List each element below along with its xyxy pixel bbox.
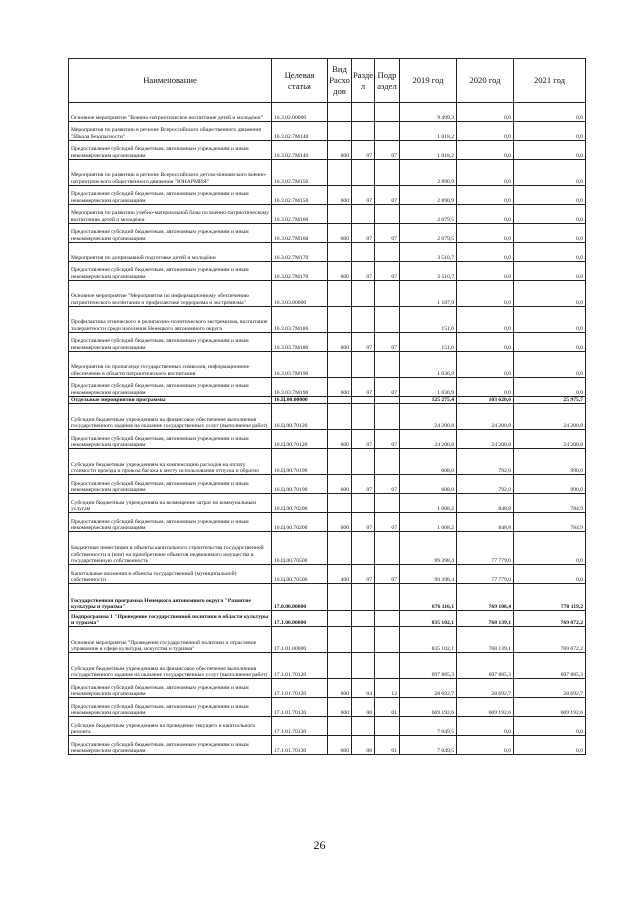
cell-pr bbox=[375, 243, 400, 262]
table-row bbox=[69, 532, 586, 565]
cell-pr: 07 bbox=[375, 224, 400, 243]
cell-v2020: 848,8 bbox=[457, 513, 514, 532]
cell-code: 16.Ц.00.70190 bbox=[272, 449, 328, 475]
cell-pr bbox=[375, 307, 400, 333]
cell-v2019: 608,0 bbox=[400, 475, 457, 494]
cell-v2020: 768 139,1 bbox=[457, 611, 514, 627]
cell-code: 16.Ц.00.70500 bbox=[272, 565, 328, 584]
cell-vid: 600 bbox=[328, 679, 352, 698]
cell-v2019: 1 018,2 bbox=[400, 141, 457, 160]
table-row bbox=[69, 262, 586, 281]
cell-name: Мероприятия по развитию учебно-материальной базы по военно-патриотическому воспитанию детей и молодёжи bbox=[69, 205, 272, 224]
cell-v2019: 1 068,2 bbox=[400, 513, 457, 532]
cell-v2019: 3 510,7 bbox=[400, 262, 457, 281]
cell-v2021: 0,0 bbox=[514, 262, 586, 281]
cell-vid bbox=[328, 352, 352, 378]
cell-v2020: 0,0 bbox=[457, 333, 514, 352]
cell-v2020: 28 692,7 bbox=[457, 679, 514, 698]
cell-v2019: 125 275,4 bbox=[400, 397, 457, 404]
table-row bbox=[69, 653, 586, 679]
cell-rz: 07 bbox=[352, 378, 375, 397]
cell-name: Предоставление субсидий бюджетным, автономным учреждениям и иным некоммерческим организациям bbox=[69, 475, 272, 494]
cell-code: 16.3.03.00000 bbox=[272, 281, 328, 307]
cell-name: Мероприятия по пропаганде государственных символов, информационное обеспечение в области патриотического воспитания bbox=[69, 352, 272, 378]
cell-v2021: 0,0 bbox=[514, 160, 586, 186]
cell-pr: 01 bbox=[375, 736, 400, 755]
table-row bbox=[69, 160, 586, 186]
cell-v2020: 0,0 bbox=[457, 717, 514, 736]
cell-v2021: 769 072,2 bbox=[514, 611, 586, 627]
cell-v2019: 24 200,8 bbox=[400, 404, 457, 430]
cell-name: Отдельные мероприятия программы bbox=[69, 397, 272, 404]
cell-rz: 07 bbox=[352, 475, 375, 494]
cell-v2020: 792,0 bbox=[457, 475, 514, 494]
table-row bbox=[69, 449, 586, 475]
cell-code: 16.Ц.00.70190 bbox=[272, 475, 328, 494]
cell-v2020: 669 192,6 bbox=[457, 698, 514, 717]
cell-code: 16.3.02.7М140 bbox=[272, 122, 328, 141]
cell-v2020: 77 779,0 bbox=[457, 532, 514, 565]
cell-name: Капитальные вложения в объекты государственной (муниципальной) собственности bbox=[69, 565, 272, 584]
table-row bbox=[69, 378, 586, 397]
cell-v2020: 0,0 bbox=[457, 160, 514, 186]
cell-pr bbox=[375, 494, 400, 513]
cell-rz: 07 bbox=[352, 224, 375, 243]
header-row bbox=[69, 59, 586, 103]
table-row bbox=[69, 186, 586, 205]
cell-v2019: 1 018,2 bbox=[400, 122, 457, 141]
table-row bbox=[69, 475, 586, 494]
cell-pr bbox=[375, 397, 400, 404]
cell-v2021: 769 072,2 bbox=[514, 627, 586, 653]
cell-rz bbox=[352, 352, 375, 378]
cell-v2021: 0,0 bbox=[514, 122, 586, 141]
cell-v2019: 1 187,9 bbox=[400, 281, 457, 307]
table-row bbox=[69, 352, 586, 378]
cell-v2019: 3 510,7 bbox=[400, 243, 457, 262]
cell-name: Предоставление субсидий бюджетным, автономным учреждениям и иным некоммерческим организациям bbox=[69, 186, 272, 205]
cell-name: Субсидии бюджетным учреждениям на финансовое обеспечение выполнения государственного задания на оказание государственных услуг (выполнение работ) bbox=[69, 653, 272, 679]
cell-vid bbox=[328, 494, 352, 513]
cell-rz bbox=[352, 449, 375, 475]
cell-rz: 08 bbox=[352, 698, 375, 717]
cell-v2021: 0,0 bbox=[514, 333, 586, 352]
cell-rz bbox=[352, 281, 375, 307]
cell-v2021: 0,0 bbox=[514, 103, 586, 122]
cell-vid: 600 bbox=[328, 333, 352, 352]
table-row bbox=[69, 141, 586, 160]
cell-v2021: 0,0 bbox=[514, 736, 586, 755]
cell-rz bbox=[352, 532, 375, 565]
cell-name: Профилактика этнического и религиозно-политического экстремизма, воспитание толерантности среди населения Ненецкого автономного округа bbox=[69, 307, 272, 333]
cell-v2021: 0,0 bbox=[514, 532, 586, 565]
cell-vid bbox=[328, 653, 352, 679]
cell-rz bbox=[352, 160, 375, 186]
cell-vid bbox=[328, 717, 352, 736]
cell-v2021: 990,0 bbox=[514, 449, 586, 475]
cell-pr: 07 bbox=[375, 378, 400, 397]
cell-v2019: 1 036,9 bbox=[400, 352, 457, 378]
header-razdel: Разде л bbox=[352, 59, 375, 103]
cell-v2019: 2 890,9 bbox=[400, 186, 457, 205]
cell-v2020: 768 139,1 bbox=[457, 627, 514, 653]
cell-rz bbox=[352, 397, 375, 404]
cell-vid bbox=[328, 397, 352, 404]
cell-rz: 07 bbox=[352, 141, 375, 160]
cell-pr: 07 bbox=[375, 475, 400, 494]
cell-v2019: 99 398,4 bbox=[400, 565, 457, 584]
cell-v2020: 0,0 bbox=[457, 205, 514, 224]
table-row bbox=[69, 565, 586, 584]
cell-v2021: 0,0 bbox=[514, 378, 586, 397]
cell-code: 16.Ц.00.70120 bbox=[272, 430, 328, 449]
cell-code: 16.Ц.00.70120 bbox=[272, 404, 328, 430]
cell-code: 17.1.01.70120 bbox=[272, 653, 328, 679]
table-row bbox=[69, 243, 586, 262]
cell-code: 16.3.03.7М190 bbox=[272, 352, 328, 378]
cell-vid bbox=[328, 307, 352, 333]
header-2020: 2020 год bbox=[457, 59, 514, 103]
cell-vid: 600 bbox=[328, 141, 352, 160]
cell-vid: 600 bbox=[328, 224, 352, 243]
cell-vid bbox=[328, 404, 352, 430]
cell-name: Предоставление субсидий бюджетным, автономным учреждениям и иным некоммерческим организациям bbox=[69, 224, 272, 243]
table-row bbox=[69, 122, 586, 141]
cell-v2020: 77 779,0 bbox=[457, 565, 514, 584]
cell-name: Мероприятия по допризывной подготовке детей и молодёжи bbox=[69, 243, 272, 262]
cell-name: Предоставление субсидий бюджетным, автономным учреждениям и иным некоммерческим организациям bbox=[69, 378, 272, 397]
cell-v2019: 1 036,9 bbox=[400, 378, 457, 397]
cell-v2020: 24 200,8 bbox=[457, 430, 514, 449]
cell-name: Мероприятия по развитию в регионе Всероссийского общественного движения "Школа безопасности" bbox=[69, 122, 272, 141]
cell-v2020: 0,0 bbox=[457, 243, 514, 262]
cell-rz: 07 bbox=[352, 186, 375, 205]
cell-v2020: 792,0 bbox=[457, 449, 514, 475]
cell-vid bbox=[328, 449, 352, 475]
cell-v2021: 0,0 bbox=[514, 565, 586, 584]
cell-pr: 07 bbox=[375, 141, 400, 160]
cell-code: 16.3.02.7М170 bbox=[272, 243, 328, 262]
cell-name: Субсидии бюджетным учреждениям на проведение текущего и капитального ремонта bbox=[69, 717, 272, 736]
cell-v2020: 0,0 bbox=[457, 307, 514, 333]
cell-v2019: 608,0 bbox=[400, 449, 457, 475]
cell-code: 16.Ц.00.70500 bbox=[272, 532, 328, 565]
table-row bbox=[69, 430, 586, 449]
cell-v2021: 0,0 bbox=[514, 307, 586, 333]
table-row bbox=[69, 397, 586, 404]
table-row bbox=[69, 103, 586, 122]
cell-v2021: 784,9 bbox=[514, 494, 586, 513]
cell-code: 16.3.02.7М160 bbox=[272, 205, 328, 224]
cell-name: Предоставление субсидий бюджетным, автономным учреждениям и иным некоммерческим организациям bbox=[69, 262, 272, 281]
cell-pr bbox=[375, 103, 400, 122]
cell-code: 16.3.02.7М140 bbox=[272, 141, 328, 160]
cell-v2020: 848,8 bbox=[457, 494, 514, 513]
cell-v2021: 0,0 bbox=[514, 352, 586, 378]
cell-rz: 07 bbox=[352, 262, 375, 281]
cell-pr bbox=[375, 160, 400, 186]
cell-v2021: 0,0 bbox=[514, 141, 586, 160]
cell-rz: 07 bbox=[352, 333, 375, 352]
table-row bbox=[69, 698, 586, 717]
cell-vid bbox=[328, 627, 352, 653]
cell-rz bbox=[352, 717, 375, 736]
table-row bbox=[69, 513, 586, 532]
cell-vid bbox=[328, 281, 352, 307]
cell-rz bbox=[352, 653, 375, 679]
cell-v2019: 835 102,1 bbox=[400, 611, 457, 627]
cell-code: 17.0.00.00000 bbox=[272, 584, 328, 611]
cell-pr bbox=[375, 584, 400, 611]
cell-rz: 07 bbox=[352, 430, 375, 449]
table-row bbox=[69, 307, 586, 333]
cell-v2020: 0,0 bbox=[457, 262, 514, 281]
cell-v2019: 7 049,5 bbox=[400, 717, 457, 736]
header-vid: Вид Расхо дов bbox=[328, 59, 352, 103]
cell-v2019: 99 398,4 bbox=[400, 532, 457, 565]
cell-v2019: 697 885,3 bbox=[400, 653, 457, 679]
cell-vid: 600 bbox=[328, 430, 352, 449]
cell-v2021: 24 200,8 bbox=[514, 404, 586, 430]
table-row bbox=[69, 224, 586, 243]
cell-rz: 04 bbox=[352, 679, 375, 698]
table-row bbox=[69, 205, 586, 224]
cell-v2019: 669 192,6 bbox=[400, 698, 457, 717]
cell-pr bbox=[375, 627, 400, 653]
table-row bbox=[69, 281, 586, 307]
cell-name: Субсидии бюджетным учреждениям на финансовое обеспечение выполнения государственного задания на оказание государственных услуг (выполнение работ) bbox=[69, 404, 272, 430]
table-row bbox=[69, 494, 586, 513]
table-row bbox=[69, 736, 586, 755]
cell-v2019: 7 049,5 bbox=[400, 736, 457, 755]
cell-pr bbox=[375, 611, 400, 627]
cell-rz bbox=[352, 243, 375, 262]
table-row bbox=[69, 584, 586, 611]
cell-v2020: 103 620,6 bbox=[457, 397, 514, 404]
cell-vid: 600 bbox=[328, 262, 352, 281]
cell-code: 17.1.01.70120 bbox=[272, 679, 328, 698]
cell-pr: 07 bbox=[375, 430, 400, 449]
cell-v2021: 28 692,7 bbox=[514, 679, 586, 698]
cell-v2019: 151,0 bbox=[400, 307, 457, 333]
cell-v2019: 24 200,8 bbox=[400, 430, 457, 449]
cell-pr bbox=[375, 205, 400, 224]
cell-v2021: 669 192,6 bbox=[514, 698, 586, 717]
cell-code: 17.1.01.70120 bbox=[272, 698, 328, 717]
cell-v2021: 770 119,2 bbox=[514, 584, 586, 611]
cell-pr: 07 bbox=[375, 565, 400, 584]
table-row bbox=[69, 679, 586, 698]
cell-vid bbox=[328, 122, 352, 141]
cell-code: 16.Ц.00.70200 bbox=[272, 513, 328, 532]
cell-vid: 400 bbox=[328, 565, 352, 584]
cell-v2021: 0,0 bbox=[514, 205, 586, 224]
cell-vid bbox=[328, 611, 352, 627]
cell-v2020: 769 108,4 bbox=[457, 584, 514, 611]
cell-pr bbox=[375, 281, 400, 307]
cell-rz bbox=[352, 103, 375, 122]
cell-name: Предоставление субсидий бюджетным, автономным учреждениям и иным некоммерческим организациям bbox=[69, 698, 272, 717]
header-target: Целевая статья bbox=[272, 59, 328, 103]
header-2021: 2021 год bbox=[514, 59, 586, 103]
cell-code: 16.3.02.7М160 bbox=[272, 224, 328, 243]
cell-pr: 12 bbox=[375, 679, 400, 698]
cell-code: 16.Ц.00.70200 bbox=[272, 494, 328, 513]
table-row bbox=[69, 333, 586, 352]
cell-v2021: 0,0 bbox=[514, 186, 586, 205]
cell-name: Мероприятия по развитию в регионе Всероссийского детско-юношеского военно-патриотического общественного движения "ЮНАРМИЯ" bbox=[69, 160, 272, 186]
cell-rz bbox=[352, 584, 375, 611]
cell-pr bbox=[375, 122, 400, 141]
table-row bbox=[69, 717, 586, 736]
cell-rz: 07 bbox=[352, 513, 375, 532]
cell-code: 17.1.01.00000 bbox=[272, 627, 328, 653]
cell-rz bbox=[352, 122, 375, 141]
table-row bbox=[69, 404, 586, 430]
cell-pr: 07 bbox=[375, 513, 400, 532]
cell-code: 16.3.02.7М170 bbox=[272, 262, 328, 281]
cell-v2021: 24 200,8 bbox=[514, 430, 586, 449]
header-2019: 2019 год bbox=[400, 59, 457, 103]
cell-v2021: 0,0 bbox=[514, 224, 586, 243]
cell-vid: 600 bbox=[328, 698, 352, 717]
cell-v2019: 1 068,2 bbox=[400, 494, 457, 513]
cell-rz bbox=[352, 494, 375, 513]
cell-v2020: 0,0 bbox=[457, 281, 514, 307]
table-row bbox=[69, 627, 586, 653]
cell-name: Основное мероприятие "Проведение государственной политики и отраслевое управление в сфере культуры, искусства и туризма" bbox=[69, 627, 272, 653]
cell-v2021: 0,0 bbox=[514, 717, 586, 736]
cell-vid: 600 bbox=[328, 513, 352, 532]
cell-name: Субсидии бюджетным учреждениям на компенсацию расходов на оплату стоимости проезда и провоза багажа к месту использования отпуска и обратно bbox=[69, 449, 272, 475]
cell-v2020: 697 885,3 bbox=[457, 653, 514, 679]
cell-vid: 600 bbox=[328, 186, 352, 205]
cell-code: 16.3.03.7М180 bbox=[272, 333, 328, 352]
header-podrazdel: Подр аздел bbox=[375, 59, 400, 103]
cell-v2020: 24 200,8 bbox=[457, 404, 514, 430]
cell-rz bbox=[352, 627, 375, 653]
cell-vid bbox=[328, 243, 352, 262]
cell-v2020: 0,0 bbox=[457, 736, 514, 755]
cell-v2019: 2 079,5 bbox=[400, 224, 457, 243]
cell-v2020: 0,0 bbox=[457, 224, 514, 243]
page-number: 26 bbox=[313, 838, 326, 852]
cell-code: 16.Ц.00.00000 bbox=[272, 397, 328, 404]
table-header bbox=[69, 59, 586, 103]
cell-v2021: 990,0 bbox=[514, 475, 586, 494]
cell-v2020: 0,0 bbox=[457, 122, 514, 141]
cell-name: Предоставление субсидий бюджетным, автономным учреждениям и иным некоммерческим организациям bbox=[69, 333, 272, 352]
cell-name: Подпрограмма 1 "Проведение государственной политики в области культуры и туризма" bbox=[69, 611, 272, 627]
cell-name: Предоставление субсидий бюджетным, автономным учреждениям и иным некоммерческим организациям bbox=[69, 679, 272, 698]
table-row bbox=[69, 611, 586, 627]
cell-v2021: 25 975,7 bbox=[514, 397, 586, 404]
cell-code: 16.3.02.7М150 bbox=[272, 160, 328, 186]
cell-code: 17.1.01.70130 bbox=[272, 736, 328, 755]
cell-v2020: 0,0 bbox=[457, 103, 514, 122]
cell-v2020: 0,0 bbox=[457, 186, 514, 205]
cell-v2021: 0,0 bbox=[514, 281, 586, 307]
cell-name: Субсидии бюджетным учреждениям на возмещение затрат по коммунальным услугам bbox=[69, 494, 272, 513]
cell-name: Основное мероприятие "Военно-патриотическое воспитание детей и молодёжи" bbox=[69, 103, 272, 122]
cell-name: Предоставление субсидий бюджетным, автономным учреждениям и иным некоммерческим организациям bbox=[69, 430, 272, 449]
cell-v2021: 697 885,3 bbox=[514, 653, 586, 679]
cell-rz: 08 bbox=[352, 736, 375, 755]
cell-name: Государственная программа Ненецкого автономного округа "Развитие культуры и туризма" bbox=[69, 584, 272, 611]
cell-code: 16.3.02.7М150 bbox=[272, 186, 328, 205]
cell-v2019: 2 079,5 bbox=[400, 205, 457, 224]
cell-code: 17.1.00.00000 bbox=[272, 611, 328, 627]
cell-rz: 07 bbox=[352, 565, 375, 584]
cell-name: Предоставление субсидий бюджетным, автономным учреждениям и иным некоммерческим организациям bbox=[69, 736, 272, 755]
cell-v2019: 9 499,3 bbox=[400, 103, 457, 122]
cell-pr bbox=[375, 404, 400, 430]
cell-vid: 600 bbox=[328, 736, 352, 755]
cell-name: Предоставление субсидий бюджетным, автономным учреждениям и иным некоммерческим организациям bbox=[69, 141, 272, 160]
cell-pr: 01 bbox=[375, 698, 400, 717]
cell-pr bbox=[375, 532, 400, 565]
cell-name: Основное мероприятие "Мероприятия по информационному обеспечению патриотического воспитания и профилактике терроризма и экстремизма" bbox=[69, 281, 272, 307]
cell-vid: 600 bbox=[328, 475, 352, 494]
budget-table bbox=[68, 58, 586, 755]
cell-vid bbox=[328, 160, 352, 186]
cell-pr: 07 bbox=[375, 262, 400, 281]
cell-v2020: 0,0 bbox=[457, 141, 514, 160]
cell-v2019: 876 116,1 bbox=[400, 584, 457, 611]
cell-rz bbox=[352, 404, 375, 430]
cell-name: Предоставление субсидий бюджетным, автономным учреждениям и иным некоммерческим организациям bbox=[69, 513, 272, 532]
cell-code: 16.3.03.7М190 bbox=[272, 378, 328, 397]
cell-code: 16.3.03.7М180 bbox=[272, 307, 328, 333]
cell-pr: 07 bbox=[375, 333, 400, 352]
cell-v2021: 784,9 bbox=[514, 513, 586, 532]
table-body bbox=[69, 103, 586, 755]
cell-pr: 07 bbox=[375, 186, 400, 205]
cell-v2019: 151,0 bbox=[400, 333, 457, 352]
cell-name: Бюджетные инвестиции в объекты капитального строительства государственной собственности и (или) на приобретение объектов недвижимого имущества в государственную собственность bbox=[69, 532, 272, 565]
cell-pr bbox=[375, 352, 400, 378]
cell-v2021: 0,0 bbox=[514, 243, 586, 262]
cell-vid: 600 bbox=[328, 378, 352, 397]
cell-v2019: 2 890,9 bbox=[400, 160, 457, 186]
cell-vid bbox=[328, 205, 352, 224]
cell-vid bbox=[328, 103, 352, 122]
cell-code: 17.1.01.70130 bbox=[272, 717, 328, 736]
cell-rz bbox=[352, 307, 375, 333]
cell-v2019: 28 692,7 bbox=[400, 679, 457, 698]
cell-vid bbox=[328, 584, 352, 611]
cell-v2020: 0,0 bbox=[457, 378, 514, 397]
cell-pr bbox=[375, 449, 400, 475]
cell-rz bbox=[352, 205, 375, 224]
cell-pr bbox=[375, 653, 400, 679]
cell-v2019: 835 102,1 bbox=[400, 627, 457, 653]
cell-v2020: 0,0 bbox=[457, 352, 514, 378]
cell-code: 16.3.02.00000 bbox=[272, 103, 328, 122]
header-name: Наименование bbox=[69, 59, 272, 103]
cell-pr bbox=[375, 717, 400, 736]
cell-vid bbox=[328, 532, 352, 565]
cell-rz bbox=[352, 611, 375, 627]
